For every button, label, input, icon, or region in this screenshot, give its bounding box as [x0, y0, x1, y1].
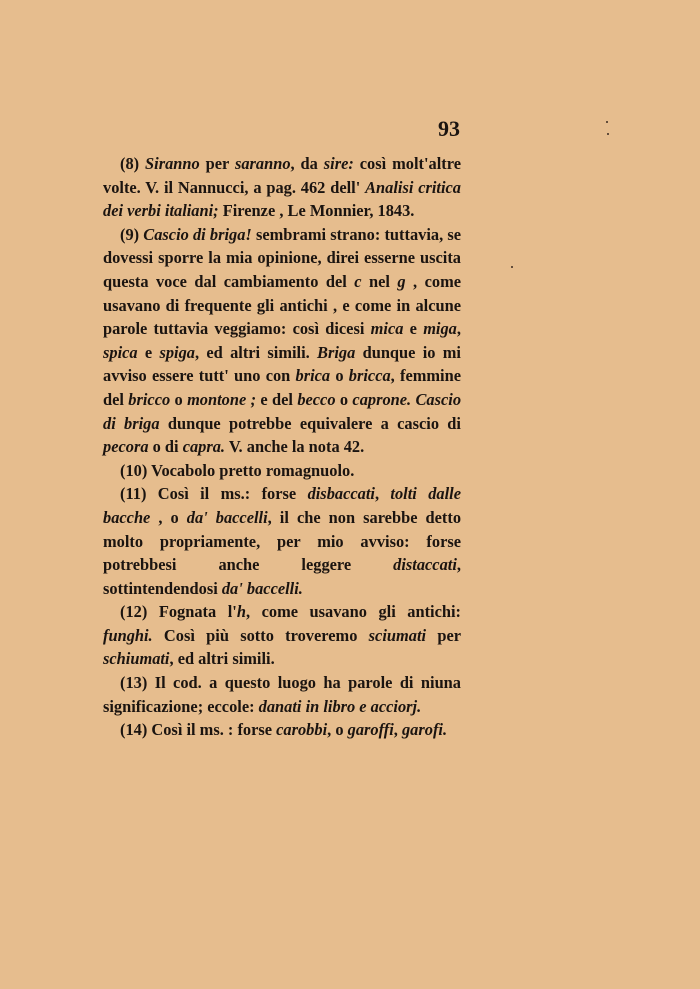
footnote-italic-text: Siranno [145, 154, 200, 173]
footnote-text: V. anche la nota 42. [225, 437, 365, 457]
footnote-text: o [170, 389, 188, 409]
print-speck [607, 133, 609, 135]
footnote-italic-text: carobbi [276, 720, 328, 740]
footnote-italic-text: funghi. [103, 625, 153, 645]
footnotes [103, 152, 461, 742]
footnote-italic-text: disbaccati [307, 484, 375, 504]
footnote-text: (10) Vocabolo pretto romagnuolo. [120, 460, 355, 480]
footnote-text: , da [290, 154, 324, 173]
footnote-text: , [456, 319, 461, 339]
footnote-text: , [393, 720, 402, 740]
footnote-text: e [137, 342, 160, 362]
footnote [103, 152, 461, 223]
print-speck [511, 266, 513, 268]
footnote-italic-text: brica [295, 366, 331, 386]
footnote-italic-text: capra. [182, 437, 226, 457]
footnote-text: per [426, 625, 462, 645]
footnote-text: , o [327, 720, 348, 740]
footnote-text: nel [361, 271, 398, 291]
footnote-italic-text: danati in libro e acciorj. [258, 696, 422, 716]
footnote-italic-text: distaccati [393, 555, 457, 575]
footnote-text: (12) Fognata l' [120, 602, 237, 622]
footnote-text: (8) [120, 154, 146, 173]
footnote-italic-text: saranno [234, 154, 291, 173]
footnote-text: , sottintendendosi [103, 555, 461, 598]
footnote-italic-text: spiga [159, 342, 195, 362]
footnote-italic-text: garoffi [347, 720, 394, 740]
page-number: 93 [438, 116, 460, 141]
footnote-text: (9) [120, 224, 144, 244]
footnote-text: , come usavano gli antichi: [245, 602, 461, 622]
footnote [103, 600, 461, 671]
footnote-italic-text: mica [370, 319, 404, 339]
print-speck [606, 121, 608, 123]
footnote-text: o di [148, 437, 183, 457]
footnote-italic-text: h [236, 602, 246, 622]
footnote-text: per [199, 154, 235, 173]
footnote-italic-text: da' baccelli. [221, 578, 303, 598]
footnote-text: e [403, 319, 424, 339]
footnote-text: , ed altri simili. [169, 649, 275, 669]
footnote [103, 718, 461, 742]
footnote-text: , o [150, 507, 187, 527]
footnote-italic-text: Briga [317, 342, 356, 362]
footnote-text: dunque io mi avviso essere tutt' uno con [103, 342, 461, 386]
footnote-italic-text: schiumati [103, 649, 170, 669]
footnote-text: (13) Il cod. a questo luogo ha parole di niuna significazione; eccole: [103, 673, 461, 716]
footnote-text: e del [256, 389, 298, 409]
footnote-text: , femmine del [103, 366, 461, 409]
footnote-italic-text: pecora [103, 437, 149, 457]
footnote-italic-text: bricca [348, 366, 391, 386]
footnote-italic-text: sire: [323, 154, 354, 173]
footnote-italic-text: c [354, 271, 362, 291]
footnote-italic-text: garofi. [401, 720, 448, 740]
footnote-italic-text: caprone. Cascio di briga [103, 389, 462, 433]
footnote-text: sembrami strano: tuttavia, se dovessi sporre la mia opinione, direi esserne uscita questa voce dal cambiamento del [103, 224, 462, 291]
footnote-text: così molt'altre volte. V. il Nannucci, a pag. 462 dell' [103, 154, 461, 197]
footnote [103, 459, 461, 483]
footnote-italic-text: spica [103, 342, 138, 362]
footnote-text: o [335, 389, 353, 409]
footnote [103, 671, 461, 718]
footnote-text: (11) Così il ms.: forse [120, 484, 308, 504]
footnote-italic-text: miga [423, 319, 457, 339]
footnote-italic-text: g [397, 271, 406, 291]
footnote-text: , il che non sarebbe detto molto propriamente, per mio avviso: forse potrebbesi anche leggere [103, 507, 462, 575]
footnote-italic-text: sciumati [368, 625, 427, 645]
footnote-italic-text: bricco [128, 389, 171, 409]
footnote-text: dunque potrebbe equivalere a cascio di [159, 413, 461, 433]
footnote-italic-text: Analisi critica dei verbi italiani; [103, 177, 461, 221]
footnote-italic-text: Cascio di briga! [143, 224, 252, 244]
footnote-text: (14) Così il ms. : forse [120, 720, 277, 740]
footnote-text: Firenze , Le Monnier, 1843. [218, 201, 415, 221]
footnote-text: Così più sotto troveremo [152, 625, 369, 645]
footnote-italic-text: becco [297, 389, 336, 409]
footnote-text: , come usavano di frequente gli antichi , e come in alcune parole tuttavia veggiamo: così dicesi [103, 271, 461, 339]
footnote-text: , [374, 484, 391, 504]
footnote [103, 482, 461, 600]
footnote-text: o [330, 366, 349, 386]
footnote-italic-text: da' baccelli [186, 507, 268, 527]
footnote-italic-text: montone ; [187, 389, 257, 409]
footnote-text: , ed altri simili. [195, 342, 318, 362]
footnote [103, 223, 461, 459]
footnote-italic-text: tolti dalle bacche [103, 484, 461, 527]
